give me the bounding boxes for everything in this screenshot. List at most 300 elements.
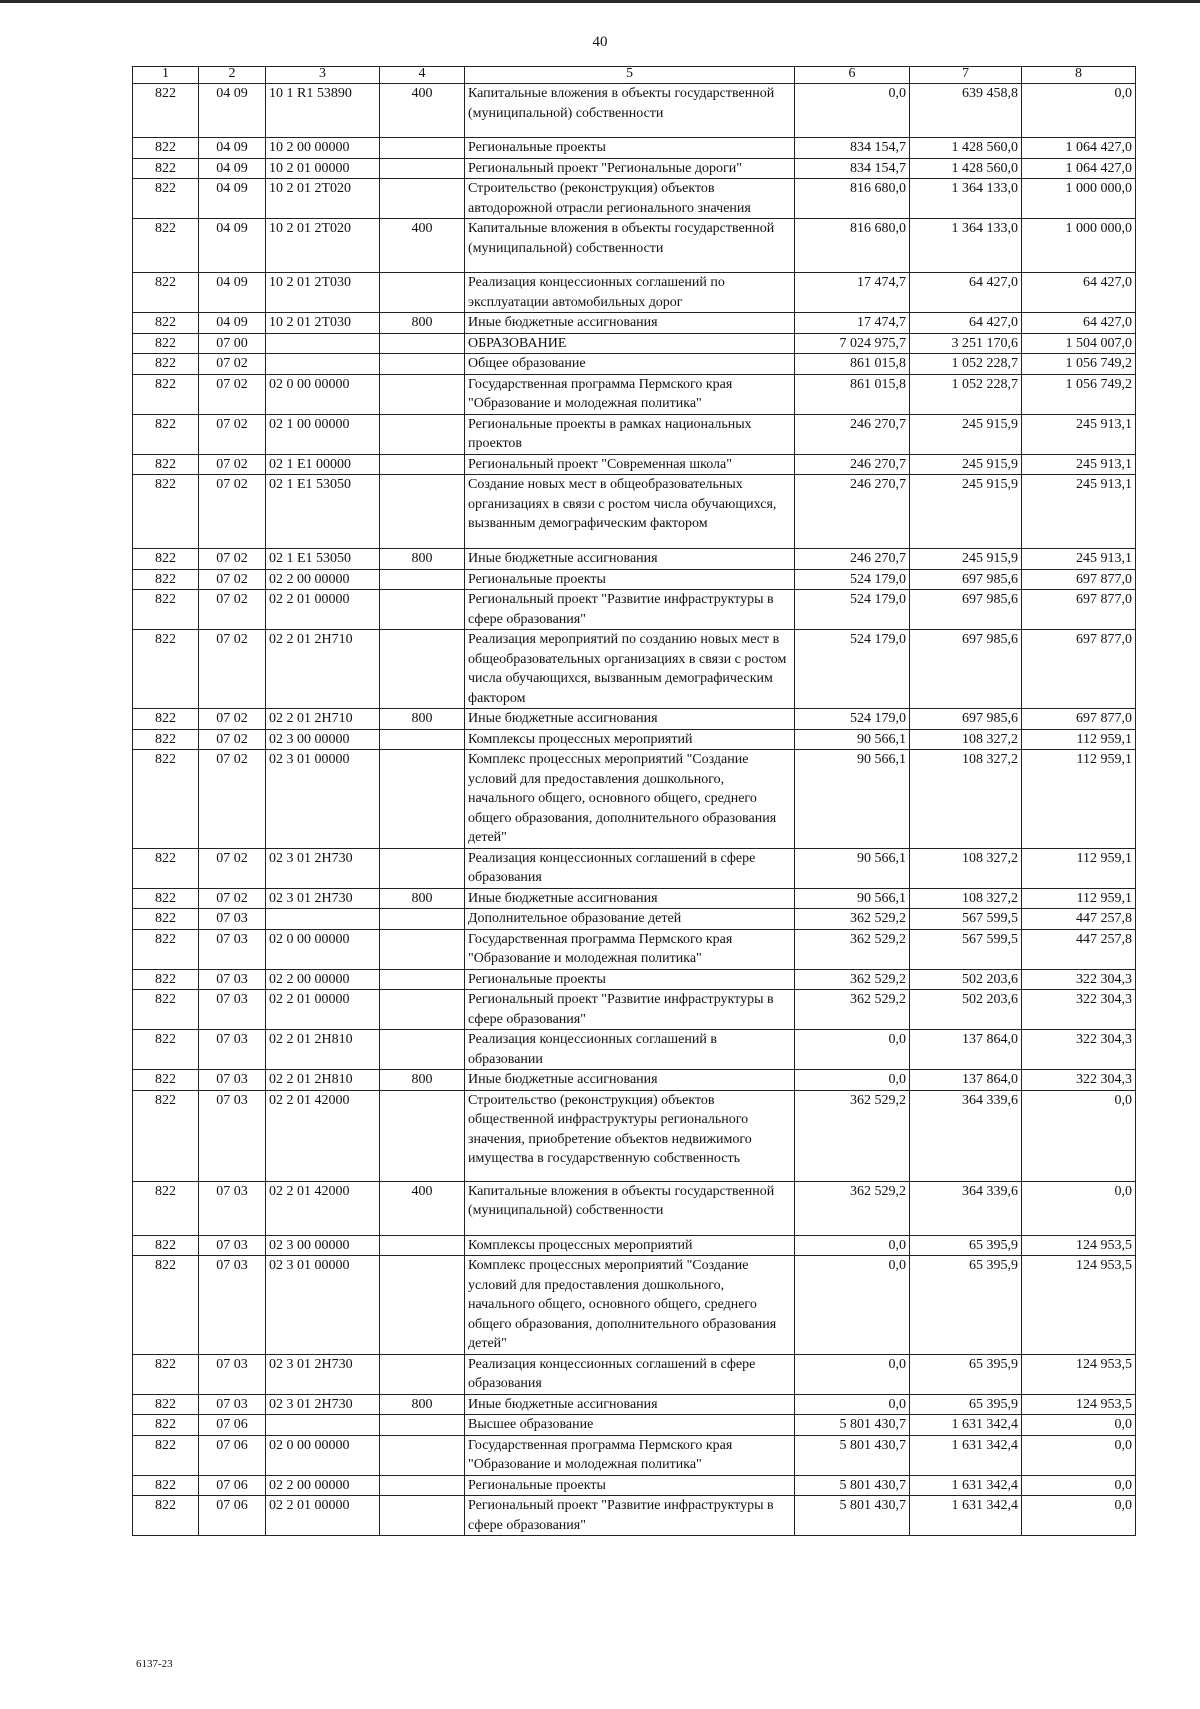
admin-code-cell: 822 bbox=[133, 273, 199, 313]
expense-type-cell: 400 bbox=[380, 219, 465, 273]
admin-code-cell: 822 bbox=[133, 354, 199, 375]
admin-code-cell: 822 bbox=[133, 990, 199, 1030]
amount-year3-cell: 697 877,0 bbox=[1022, 630, 1136, 709]
table-row bbox=[133, 750, 1136, 849]
scan-top-edge bbox=[0, 0, 1200, 3]
expense-type-cell bbox=[380, 475, 465, 549]
amount-year1-cell: 362 529,2 bbox=[795, 990, 910, 1030]
amount-year3-cell: 124 953,5 bbox=[1022, 1235, 1136, 1256]
admin-code-cell: 822 bbox=[133, 1181, 199, 1235]
amount-year1-cell: 246 270,7 bbox=[795, 549, 910, 570]
target-article-cell: 02 3 01 2Н730 bbox=[266, 1394, 380, 1415]
description-cell: Иные бюджетные ассигнования bbox=[465, 709, 795, 730]
section-code-cell: 07 02 bbox=[199, 590, 266, 630]
amount-year1-cell: 5 801 430,7 bbox=[795, 1415, 910, 1436]
amount-year2-cell: 697 985,6 bbox=[910, 590, 1022, 630]
section-code-cell: 04 09 bbox=[199, 273, 266, 313]
description-cell: Высшее образование bbox=[465, 1415, 795, 1436]
admin-code-cell: 822 bbox=[133, 909, 199, 930]
amount-year1-cell: 90 566,1 bbox=[795, 750, 910, 849]
page-number: 40 bbox=[592, 34, 608, 50]
table-row bbox=[133, 354, 1136, 375]
section-code-cell: 07 03 bbox=[199, 969, 266, 990]
amount-year3-cell: 697 877,0 bbox=[1022, 590, 1136, 630]
section-code-cell: 07 03 bbox=[199, 1090, 266, 1181]
description-cell: Общее образование bbox=[465, 354, 795, 375]
expense-type-cell bbox=[380, 1235, 465, 1256]
target-article-cell: 02 2 01 2Н710 bbox=[266, 709, 380, 730]
description-cell: Региональный проект "Региональные дороги" bbox=[465, 158, 795, 179]
table-row bbox=[133, 888, 1136, 909]
target-article-cell: 02 2 00 00000 bbox=[266, 569, 380, 590]
section-code-cell: 07 02 bbox=[199, 374, 266, 414]
description-cell: Реализация концессионных соглашений в сфере образования bbox=[465, 1354, 795, 1394]
amount-year3-cell: 0,0 bbox=[1022, 1090, 1136, 1181]
amount-year2-cell: 364 339,6 bbox=[910, 1090, 1022, 1181]
admin-code-cell: 822 bbox=[133, 454, 199, 475]
section-code-cell: 07 02 bbox=[199, 848, 266, 888]
amount-year1-cell: 524 179,0 bbox=[795, 630, 910, 709]
table-row bbox=[133, 158, 1136, 179]
expense-type-cell: 800 bbox=[380, 888, 465, 909]
section-code-cell: 07 02 bbox=[199, 709, 266, 730]
section-code-cell: 07 03 bbox=[199, 990, 266, 1030]
amount-year1-cell: 90 566,1 bbox=[795, 729, 910, 750]
section-code-cell: 07 02 bbox=[199, 354, 266, 375]
description-cell: Региональные проекты bbox=[465, 569, 795, 590]
amount-year2-cell: 1 631 342,4 bbox=[910, 1496, 1022, 1536]
amount-year1-cell: 246 270,7 bbox=[795, 414, 910, 454]
admin-code-cell: 822 bbox=[133, 138, 199, 159]
amount-year1-cell: 524 179,0 bbox=[795, 590, 910, 630]
amount-year2-cell: 3 251 170,6 bbox=[910, 333, 1022, 354]
expense-type-cell bbox=[380, 1354, 465, 1394]
description-cell: Иные бюджетные ассигнования bbox=[465, 888, 795, 909]
admin-code-cell: 822 bbox=[133, 1030, 199, 1070]
amount-year1-cell: 861 015,8 bbox=[795, 374, 910, 414]
amount-year1-cell: 0,0 bbox=[795, 1256, 910, 1355]
header-cell: 4 bbox=[380, 67, 465, 84]
table-row bbox=[133, 84, 1136, 138]
admin-code-cell: 822 bbox=[133, 414, 199, 454]
table-body bbox=[133, 84, 1136, 1536]
amount-year3-cell: 697 877,0 bbox=[1022, 569, 1136, 590]
amount-year3-cell: 0,0 bbox=[1022, 84, 1136, 138]
admin-code-cell: 822 bbox=[133, 84, 199, 138]
amount-year1-cell: 362 529,2 bbox=[795, 1090, 910, 1181]
section-code-cell: 07 00 bbox=[199, 333, 266, 354]
amount-year2-cell: 65 395,9 bbox=[910, 1354, 1022, 1394]
admin-code-cell: 822 bbox=[133, 179, 199, 219]
target-article-cell: 02 1 00 00000 bbox=[266, 414, 380, 454]
expense-type-cell: 800 bbox=[380, 709, 465, 730]
amount-year1-cell: 5 801 430,7 bbox=[795, 1435, 910, 1475]
amount-year3-cell: 0,0 bbox=[1022, 1181, 1136, 1235]
target-article-cell: 02 2 01 00000 bbox=[266, 1496, 380, 1536]
admin-code-cell: 822 bbox=[133, 1235, 199, 1256]
table-row bbox=[133, 590, 1136, 630]
target-article-cell: 10 1 R1 53890 bbox=[266, 84, 380, 138]
expense-type-cell bbox=[380, 333, 465, 354]
target-article-cell: 02 3 01 2Н730 bbox=[266, 1354, 380, 1394]
expense-type-cell: 800 bbox=[380, 1070, 465, 1091]
expense-type-cell bbox=[380, 848, 465, 888]
admin-code-cell: 822 bbox=[133, 929, 199, 969]
section-code-cell: 07 06 bbox=[199, 1415, 266, 1436]
description-cell: Иные бюджетные ассигнования bbox=[465, 1070, 795, 1091]
amount-year1-cell: 0,0 bbox=[795, 1070, 910, 1091]
expense-type-cell bbox=[380, 1435, 465, 1475]
amount-year2-cell: 1 631 342,4 bbox=[910, 1415, 1022, 1436]
amount-year3-cell: 1 056 749,2 bbox=[1022, 374, 1136, 414]
table-row bbox=[133, 549, 1136, 570]
amount-year1-cell: 17 474,7 bbox=[795, 273, 910, 313]
amount-year2-cell: 502 203,6 bbox=[910, 969, 1022, 990]
amount-year3-cell: 0,0 bbox=[1022, 1475, 1136, 1496]
amount-year1-cell: 17 474,7 bbox=[795, 313, 910, 334]
target-article-cell: 10 2 00 00000 bbox=[266, 138, 380, 159]
amount-year2-cell: 1 364 133,0 bbox=[910, 179, 1022, 219]
amount-year3-cell: 112 959,1 bbox=[1022, 729, 1136, 750]
section-code-cell: 04 09 bbox=[199, 138, 266, 159]
admin-code-cell: 822 bbox=[133, 750, 199, 849]
target-article-cell: 02 2 01 2Н810 bbox=[266, 1030, 380, 1070]
amount-year3-cell: 245 913,1 bbox=[1022, 475, 1136, 549]
target-article-cell: 02 1 Е1 53050 bbox=[266, 549, 380, 570]
admin-code-cell: 822 bbox=[133, 590, 199, 630]
amount-year3-cell: 322 304,3 bbox=[1022, 990, 1136, 1030]
description-cell: Региональные проекты в рамках национальных проектов bbox=[465, 414, 795, 454]
section-code-cell: 07 02 bbox=[199, 729, 266, 750]
amount-year2-cell: 364 339,6 bbox=[910, 1181, 1022, 1235]
expense-type-cell bbox=[380, 1496, 465, 1536]
description-cell: Региональные проекты bbox=[465, 1475, 795, 1496]
description-cell: Создание новых мест в общеобразовательных организациях в связи с ростом числа обучающихся, вызванным демографическим фактором bbox=[465, 475, 795, 549]
description-cell: Реализация концессионных соглашений в образовании bbox=[465, 1030, 795, 1070]
amount-year3-cell: 0,0 bbox=[1022, 1435, 1136, 1475]
header-cell: 5 bbox=[465, 67, 795, 84]
amount-year3-cell: 322 304,3 bbox=[1022, 1030, 1136, 1070]
target-article-cell: 02 3 00 00000 bbox=[266, 729, 380, 750]
target-article-cell: 02 2 00 00000 bbox=[266, 969, 380, 990]
table-row bbox=[133, 1090, 1136, 1181]
amount-year2-cell: 1 364 133,0 bbox=[910, 219, 1022, 273]
table-row bbox=[133, 179, 1136, 219]
footer-code: 6137-23 bbox=[136, 1658, 173, 1670]
amount-year1-cell: 7 024 975,7 bbox=[795, 333, 910, 354]
table-row bbox=[133, 630, 1136, 709]
admin-code-cell: 822 bbox=[133, 729, 199, 750]
expense-type-cell bbox=[380, 1415, 465, 1436]
expense-type-cell bbox=[380, 374, 465, 414]
budget-table bbox=[132, 66, 1136, 1536]
target-article-cell: 02 0 00 00000 bbox=[266, 1435, 380, 1475]
section-code-cell: 04 09 bbox=[199, 158, 266, 179]
section-code-cell: 07 03 bbox=[199, 909, 266, 930]
description-cell: Государственная программа Пермского края "Образование и молодежная политика" bbox=[465, 929, 795, 969]
header-cell: 2 bbox=[199, 67, 266, 84]
amount-year2-cell: 1 631 342,4 bbox=[910, 1435, 1022, 1475]
admin-code-cell: 822 bbox=[133, 475, 199, 549]
admin-code-cell: 822 bbox=[133, 313, 199, 334]
amount-year1-cell: 362 529,2 bbox=[795, 909, 910, 930]
table-row bbox=[133, 1475, 1136, 1496]
description-cell: Комплексы процессных мероприятий bbox=[465, 1235, 795, 1256]
amount-year3-cell: 447 257,8 bbox=[1022, 909, 1136, 930]
section-code-cell: 07 03 bbox=[199, 1070, 266, 1091]
expense-type-cell bbox=[380, 590, 465, 630]
target-article-cell: 02 2 01 42000 bbox=[266, 1090, 380, 1181]
table-row bbox=[133, 1496, 1136, 1536]
amount-year2-cell: 108 327,2 bbox=[910, 729, 1022, 750]
section-code-cell: 07 02 bbox=[199, 888, 266, 909]
admin-code-cell: 822 bbox=[133, 1435, 199, 1475]
admin-code-cell: 822 bbox=[133, 1496, 199, 1536]
target-article-cell: 02 3 01 2Н730 bbox=[266, 848, 380, 888]
table-row bbox=[133, 273, 1136, 313]
description-cell: Иные бюджетные ассигнования bbox=[465, 313, 795, 334]
table-row bbox=[133, 1030, 1136, 1070]
expense-type-cell bbox=[380, 1090, 465, 1181]
amount-year3-cell: 64 427,0 bbox=[1022, 273, 1136, 313]
amount-year1-cell: 5 801 430,7 bbox=[795, 1475, 910, 1496]
amount-year3-cell: 112 959,1 bbox=[1022, 848, 1136, 888]
amount-year2-cell: 567 599,5 bbox=[910, 929, 1022, 969]
amount-year3-cell: 124 953,5 bbox=[1022, 1354, 1136, 1394]
target-article-cell: 02 1 Е1 53050 bbox=[266, 475, 380, 549]
expense-type-cell bbox=[380, 273, 465, 313]
table-row bbox=[133, 313, 1136, 334]
description-cell: Комплекс процессных мероприятий "Создание условий для предоставления дошкольного, начального общего, основного общего, среднего общего образования, дополнительного образования детей" bbox=[465, 750, 795, 849]
amount-year3-cell: 1 000 000,0 bbox=[1022, 179, 1136, 219]
expense-type-cell bbox=[380, 929, 465, 969]
target-article-cell: 02 3 01 2Н730 bbox=[266, 888, 380, 909]
section-code-cell: 07 03 bbox=[199, 1181, 266, 1235]
section-code-cell: 04 09 bbox=[199, 219, 266, 273]
admin-code-cell: 822 bbox=[133, 1394, 199, 1415]
description-cell: Иные бюджетные ассигнования bbox=[465, 1394, 795, 1415]
amount-year1-cell: 0,0 bbox=[795, 1235, 910, 1256]
amount-year2-cell: 245 915,9 bbox=[910, 454, 1022, 475]
description-cell: Региональный проект "Современная школа" bbox=[465, 454, 795, 475]
table-row bbox=[133, 929, 1136, 969]
target-article-cell bbox=[266, 1415, 380, 1436]
table-row bbox=[133, 848, 1136, 888]
amount-year1-cell: 816 680,0 bbox=[795, 219, 910, 273]
amount-year2-cell: 64 427,0 bbox=[910, 273, 1022, 313]
description-cell: ОБРАЗОВАНИЕ bbox=[465, 333, 795, 354]
amount-year2-cell: 245 915,9 bbox=[910, 549, 1022, 570]
amount-year1-cell: 0,0 bbox=[795, 1354, 910, 1394]
amount-year2-cell: 65 395,9 bbox=[910, 1394, 1022, 1415]
amount-year1-cell: 524 179,0 bbox=[795, 569, 910, 590]
section-code-cell: 04 09 bbox=[199, 313, 266, 334]
amount-year3-cell: 1 056 749,2 bbox=[1022, 354, 1136, 375]
target-article-cell: 02 3 00 00000 bbox=[266, 1235, 380, 1256]
section-code-cell: 07 02 bbox=[199, 414, 266, 454]
amount-year1-cell: 0,0 bbox=[795, 1030, 910, 1070]
admin-code-cell: 822 bbox=[133, 630, 199, 709]
amount-year2-cell: 697 985,6 bbox=[910, 569, 1022, 590]
description-cell: Комплекс процессных мероприятий "Создание условий для предоставления дошкольного, начального общего, основного общего, среднего общего образования, дополнительного образования детей" bbox=[465, 1256, 795, 1355]
expense-type-cell bbox=[380, 729, 465, 750]
expense-type-cell: 400 bbox=[380, 84, 465, 138]
amount-year1-cell: 246 270,7 bbox=[795, 454, 910, 475]
admin-code-cell: 822 bbox=[133, 219, 199, 273]
expense-type-cell bbox=[380, 179, 465, 219]
description-cell: Дополнительное образование детей bbox=[465, 909, 795, 930]
header-cell: 8 bbox=[1022, 67, 1136, 84]
target-article-cell: 02 0 00 00000 bbox=[266, 374, 380, 414]
section-code-cell: 07 02 bbox=[199, 549, 266, 570]
admin-code-cell: 822 bbox=[133, 333, 199, 354]
amount-year2-cell: 1 052 228,7 bbox=[910, 374, 1022, 414]
amount-year3-cell: 322 304,3 bbox=[1022, 969, 1136, 990]
table-row bbox=[133, 909, 1136, 930]
table-row bbox=[133, 1181, 1136, 1235]
section-code-cell: 07 06 bbox=[199, 1435, 266, 1475]
admin-code-cell: 822 bbox=[133, 1090, 199, 1181]
amount-year3-cell: 112 959,1 bbox=[1022, 750, 1136, 849]
amount-year3-cell: 1 000 000,0 bbox=[1022, 219, 1136, 273]
amount-year1-cell: 0,0 bbox=[795, 84, 910, 138]
amount-year2-cell: 245 915,9 bbox=[910, 475, 1022, 549]
description-cell: Региональные проекты bbox=[465, 138, 795, 159]
amount-year2-cell: 65 395,9 bbox=[910, 1256, 1022, 1355]
amount-year2-cell: 108 327,2 bbox=[910, 888, 1022, 909]
expense-type-cell bbox=[380, 569, 465, 590]
target-article-cell: 10 2 01 2Т020 bbox=[266, 219, 380, 273]
description-cell: Капитальные вложения в объекты государственной (муниципальной) собственности bbox=[465, 219, 795, 273]
amount-year2-cell: 245 915,9 bbox=[910, 414, 1022, 454]
amount-year3-cell: 0,0 bbox=[1022, 1496, 1136, 1536]
amount-year2-cell: 108 327,2 bbox=[910, 848, 1022, 888]
table-row bbox=[133, 333, 1136, 354]
amount-year2-cell: 137 864,0 bbox=[910, 1070, 1022, 1091]
expense-type-cell bbox=[380, 354, 465, 375]
header-cell: 7 bbox=[910, 67, 1022, 84]
description-cell: Государственная программа Пермского края "Образование и молодежная политика" bbox=[465, 1435, 795, 1475]
expense-type-cell: 400 bbox=[380, 1181, 465, 1235]
amount-year1-cell: 834 154,7 bbox=[795, 158, 910, 179]
admin-code-cell: 822 bbox=[133, 1070, 199, 1091]
amount-year3-cell: 112 959,1 bbox=[1022, 888, 1136, 909]
table-row bbox=[133, 990, 1136, 1030]
section-code-cell: 07 06 bbox=[199, 1496, 266, 1536]
section-code-cell: 07 02 bbox=[199, 475, 266, 549]
table-row bbox=[133, 969, 1136, 990]
amount-year3-cell: 447 257,8 bbox=[1022, 929, 1136, 969]
description-cell: Иные бюджетные ассигнования bbox=[465, 549, 795, 570]
amount-year3-cell: 124 953,5 bbox=[1022, 1394, 1136, 1415]
admin-code-cell: 822 bbox=[133, 848, 199, 888]
admin-code-cell: 822 bbox=[133, 888, 199, 909]
amount-year3-cell: 124 953,5 bbox=[1022, 1256, 1136, 1355]
amount-year2-cell: 697 985,6 bbox=[910, 630, 1022, 709]
amount-year1-cell: 524 179,0 bbox=[795, 709, 910, 730]
description-cell: Реализация концессионных соглашений в сфере образования bbox=[465, 848, 795, 888]
amount-year2-cell: 137 864,0 bbox=[910, 1030, 1022, 1070]
section-code-cell: 07 03 bbox=[199, 1354, 266, 1394]
amount-year1-cell: 362 529,2 bbox=[795, 929, 910, 969]
expense-type-cell bbox=[380, 454, 465, 475]
amount-year1-cell: 0,0 bbox=[795, 1394, 910, 1415]
amount-year3-cell: 64 427,0 bbox=[1022, 313, 1136, 334]
expense-type-cell bbox=[380, 414, 465, 454]
description-cell: Строительство (реконструкция) объектов автодорожной отрасли регионального значения bbox=[465, 179, 795, 219]
section-code-cell: 07 03 bbox=[199, 929, 266, 969]
expense-type-cell bbox=[380, 158, 465, 179]
table-row bbox=[133, 569, 1136, 590]
table-row bbox=[133, 1354, 1136, 1394]
expense-type-cell bbox=[380, 990, 465, 1030]
admin-code-cell: 822 bbox=[133, 374, 199, 414]
amount-year3-cell: 322 304,3 bbox=[1022, 1070, 1136, 1091]
table-header-row bbox=[133, 67, 1136, 84]
description-cell: Капитальные вложения в объекты государственной (муниципальной) собственности bbox=[465, 84, 795, 138]
amount-year1-cell: 246 270,7 bbox=[795, 475, 910, 549]
section-code-cell: 07 03 bbox=[199, 1256, 266, 1355]
header-cell: 3 bbox=[266, 67, 380, 84]
description-cell: Капитальные вложения в объекты государственной (муниципальной) собственности bbox=[465, 1181, 795, 1235]
amount-year2-cell: 108 327,2 bbox=[910, 750, 1022, 849]
amount-year2-cell: 1 428 560,0 bbox=[910, 138, 1022, 159]
amount-year2-cell: 1 428 560,0 bbox=[910, 158, 1022, 179]
admin-code-cell: 822 bbox=[133, 969, 199, 990]
target-article-cell: 02 2 01 42000 bbox=[266, 1181, 380, 1235]
admin-code-cell: 822 bbox=[133, 549, 199, 570]
amount-year1-cell: 5 801 430,7 bbox=[795, 1496, 910, 1536]
amount-year2-cell: 65 395,9 bbox=[910, 1235, 1022, 1256]
amount-year1-cell: 861 015,8 bbox=[795, 354, 910, 375]
expense-type-cell bbox=[380, 138, 465, 159]
amount-year2-cell: 64 427,0 bbox=[910, 313, 1022, 334]
amount-year2-cell: 697 985,6 bbox=[910, 709, 1022, 730]
target-article-cell: 02 2 01 00000 bbox=[266, 590, 380, 630]
admin-code-cell: 822 bbox=[133, 709, 199, 730]
target-article-cell: 02 1 Е1 00000 bbox=[266, 454, 380, 475]
table-row bbox=[133, 1235, 1136, 1256]
amount-year1-cell: 362 529,2 bbox=[795, 969, 910, 990]
admin-code-cell: 822 bbox=[133, 158, 199, 179]
description-cell: Региональный проект "Развитие инфраструктуры в сфере образования" bbox=[465, 1496, 795, 1536]
expense-type-cell bbox=[380, 630, 465, 709]
amount-year1-cell: 834 154,7 bbox=[795, 138, 910, 159]
expense-type-cell bbox=[380, 1030, 465, 1070]
description-cell: Реализация мероприятий по созданию новых мест в общеобразовательных организациях в связи с ростом числа обучающихся, вызванным демографическим фактором bbox=[465, 630, 795, 709]
section-code-cell: 07 02 bbox=[199, 630, 266, 709]
amount-year2-cell: 502 203,6 bbox=[910, 990, 1022, 1030]
table-row bbox=[133, 729, 1136, 750]
amount-year3-cell: 1 504 007,0 bbox=[1022, 333, 1136, 354]
section-code-cell: 07 03 bbox=[199, 1235, 266, 1256]
admin-code-cell: 822 bbox=[133, 1354, 199, 1394]
expense-type-cell bbox=[380, 969, 465, 990]
description-cell: Региональные проекты bbox=[465, 969, 795, 990]
amount-year1-cell: 816 680,0 bbox=[795, 179, 910, 219]
target-article-cell: 02 2 01 00000 bbox=[266, 990, 380, 1030]
target-article-cell: 10 2 01 2Т020 bbox=[266, 179, 380, 219]
section-code-cell: 04 09 bbox=[199, 84, 266, 138]
table-row bbox=[133, 475, 1136, 549]
section-code-cell: 07 02 bbox=[199, 750, 266, 849]
target-article-cell: 02 3 01 00000 bbox=[266, 750, 380, 849]
table-row bbox=[133, 138, 1136, 159]
amount-year2-cell: 639 458,8 bbox=[910, 84, 1022, 138]
expense-type-cell bbox=[380, 1256, 465, 1355]
header-cell: 1 bbox=[133, 67, 199, 84]
amount-year3-cell: 1 064 427,0 bbox=[1022, 158, 1136, 179]
